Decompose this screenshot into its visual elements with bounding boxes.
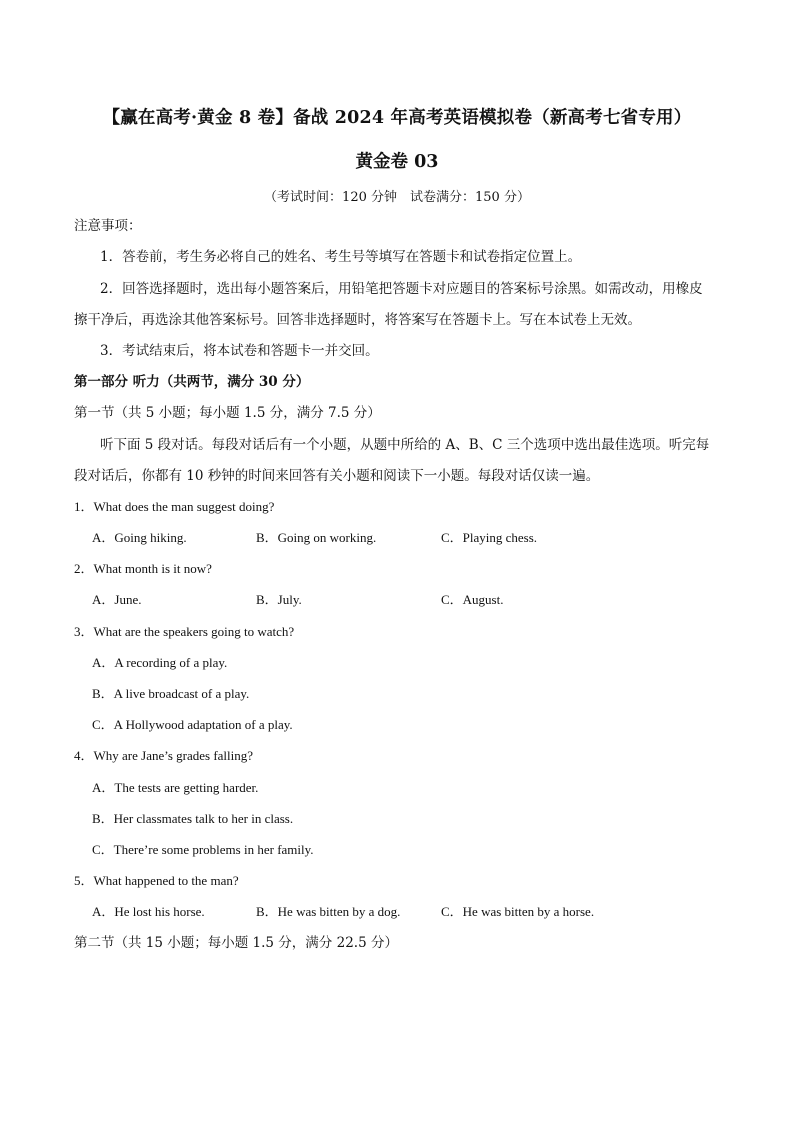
- question-1-option-b: B．Going on working.: [256, 530, 377, 545]
- question-2-option-a: A．June.: [92, 592, 142, 607]
- part1-heading: 第一部分 听力（共两节，满分 30 分）: [74, 374, 310, 390]
- instructions-line-1: 听下面 5 段对话。每段对话后有一个小题，从题中所给的 A、B、C 三个选项中选出最佳选项。听完每: [100, 437, 710, 453]
- section1-heading: 第一节（共 5 小题；每小题 1.5 分，满分 7.5 分）: [74, 405, 381, 421]
- question-5-option-a: A．He lost his horse.: [92, 904, 205, 919]
- question-4-option-a: A．The tests are getting harder.: [92, 780, 259, 795]
- question-3-option-c: C．A Hollywood adaptation of a play.: [92, 717, 293, 732]
- note-item-2-line-1: 2．回答选择题时，选出每小题答案后，用铅笔把答题卡对应题目的答案标号涂黑。如需改动，用橡皮: [100, 281, 703, 297]
- note-item-3: 3．考试结束后，将本试卷和答题卡一并交回。: [100, 343, 379, 359]
- question-2-option-b: B．July.: [256, 592, 302, 607]
- question-2-option-c: C．August.: [441, 592, 504, 607]
- question-3: 3．What are the speakers going to watch?: [74, 624, 295, 639]
- notes-heading: 注意事项：: [74, 218, 142, 234]
- question-4-option-b: B．Her classmates talk to her in class.: [92, 811, 294, 826]
- question-5: 5．What happened to the man?: [74, 873, 239, 888]
- question-1-option-a: A．Going hiking.: [92, 530, 187, 545]
- question-5-option-c: C．He was bitten by a horse.: [441, 904, 595, 919]
- instructions-line-2: 段对话后，你都有 10 秒钟的时间来回答有关小题和阅读下一小题。每段对话仅读一遍。: [74, 468, 600, 484]
- section2-heading: 第二节（共 15 小题；每小题 1.5 分，满分 22.5 分）: [74, 935, 398, 951]
- exam-title: 【赢在高考·黄金 8 卷】备战 2024 年高考英语模拟卷（新高考七省专用）: [102, 108, 692, 128]
- question-5-option-b: B．He was bitten by a dog.: [256, 904, 401, 919]
- question-1: 1．What does the man suggest doing?: [74, 499, 275, 514]
- exam-time-score: （考试时间：120 分钟 试卷满分：150 分）: [264, 190, 530, 205]
- note-item-1: 1．答卷前，考生务必将自己的姓名、考生号等填写在答题卡和试卷指定位置上。: [100, 249, 582, 265]
- question-1-option-c: C．Playing chess.: [441, 530, 538, 545]
- question-3-option-b: B．A live broadcast of a play.: [92, 686, 250, 701]
- question-4: 4．Why are Jane’s grades falling?: [74, 748, 254, 763]
- exam-subtitle: 黄金卷 03: [355, 152, 439, 172]
- question-2: 2．What month is it now?: [74, 561, 212, 576]
- question-3-option-a: A．A recording of a play.: [92, 655, 228, 670]
- question-4-option-c: C．There’re some problems in her family.: [92, 842, 314, 857]
- note-item-2-line-2: 擦干净后，再选涂其他答案标号。回答非选择题时，将答案写在答题卡上。写在本试卷上无效。: [74, 312, 641, 328]
